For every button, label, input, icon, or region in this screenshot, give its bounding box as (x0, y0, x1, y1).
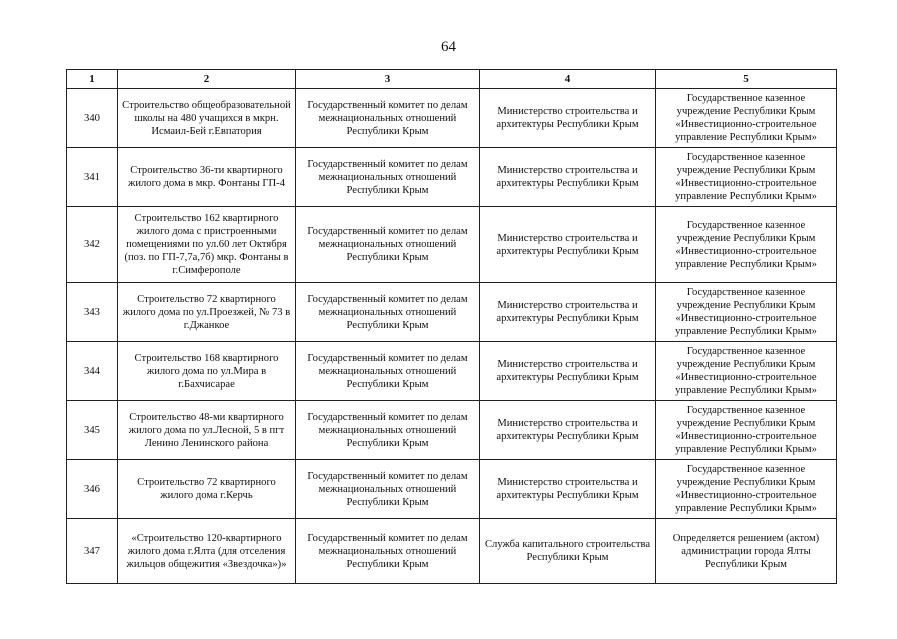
object-cell: Строительство общеобразовательной школы на 480 учащихся в мкрн. Исмаил-Бей г.Евпатория (118, 89, 296, 148)
page-number: 64 (441, 39, 456, 55)
row-number: 347 (67, 519, 118, 584)
customer-cell: Государственный комитет по делам межнациональных отношений Республики Крым (296, 401, 480, 460)
object-cell: Строительство 168 квартирного жилого дома по ул.Мира в г.Бахчисарае (118, 342, 296, 401)
object-cell: Строительство 48-ми квартирного жилого дома по ул.Лесной, 5 в пгт Ленино Ленинского района (118, 401, 296, 460)
table-row (67, 283, 837, 342)
ministry-cell: Министерство строительства и архитектуры Республики Крым (480, 89, 656, 148)
executor-cell: Государственное казенное учреждение Республики Крым «Инвестиционно-строительное управление Республики Крым» (656, 89, 837, 148)
column-header-2: 2 (118, 70, 296, 89)
table-row (67, 207, 837, 283)
header-row (67, 70, 837, 89)
table-row (67, 89, 837, 148)
ministry-cell: Министерство строительства и архитектуры Республики Крым (480, 342, 656, 401)
object-cell: Строительство 36-ти квартирного жилого дома в мкр. Фонтаны ГП-4 (118, 148, 296, 207)
customer-cell: Государственный комитет по делам межнациональных отношений Республики Крым (296, 207, 480, 283)
customer-cell: Государственный комитет по делам межнациональных отношений Республики Крым (296, 519, 480, 584)
table-row (67, 148, 837, 207)
row-number: 346 (67, 460, 118, 519)
table-row (67, 519, 837, 584)
row-number: 342 (67, 207, 118, 283)
ministry-cell: Министерство строительства и архитектуры Республики Крым (480, 283, 656, 342)
row-number: 340 (67, 89, 118, 148)
ministry-cell: Служба капитального строительства Республики Крым (480, 519, 656, 584)
ministry-cell: Министерство строительства и архитектуры Республики Крым (480, 207, 656, 283)
row-number: 345 (67, 401, 118, 460)
customer-cell: Государственный комитет по делам межнациональных отношений Республики Крым (296, 148, 480, 207)
column-header-3: 3 (296, 70, 480, 89)
executor-cell: Государственное казенное учреждение Республики Крым «Инвестиционно-строительное управление Республики Крым» (656, 342, 837, 401)
table-row (67, 401, 837, 460)
column-header-5: 5 (656, 70, 837, 89)
object-cell: «Строительство 120-квартирного жилого дома г.Ялта (для отселения жильцов общежития «Звездочка»)» (118, 519, 296, 584)
row-number: 341 (67, 148, 118, 207)
ministry-cell: Министерство строительства и архитектуры Республики Крым (480, 401, 656, 460)
objects-table (66, 69, 837, 584)
object-cell: Строительство 72 квартирного жилого дома г.Керчь (118, 460, 296, 519)
executor-cell: Государственное казенное учреждение Республики Крым «Инвестиционно-строительное управление Республики Крым» (656, 283, 837, 342)
executor-cell: Государственное казенное учреждение Республики Крым «Инвестиционно-строительное управление Республики Крым» (656, 460, 837, 519)
ministry-cell: Министерство строительства и архитектуры Республики Крым (480, 460, 656, 519)
object-cell: Строительство 72 квартирного жилого дома по ул.Проезжей, № 73 в г.Джанкое (118, 283, 296, 342)
executor-cell: Определяется решением (актом) администрации города Ялты Республики Крым (656, 519, 837, 584)
ministry-cell: Министерство строительства и архитектуры Республики Крым (480, 148, 656, 207)
customer-cell: Государственный комитет по делам межнациональных отношений Республики Крым (296, 283, 480, 342)
table-row (67, 342, 837, 401)
executor-cell: Государственное казенное учреждение Республики Крым «Инвестиционно-строительное управление Республики Крым» (656, 207, 837, 283)
object-cell: Строительство 162 квартирного жилого дома с пристроенными помещениями по ул.60 лет Октября (поз. по ГП-7,7а,7б) мкр. Фонтаны в г.Симферополе (118, 207, 296, 283)
column-header-1: 1 (67, 70, 118, 89)
customer-cell: Государственный комитет по делам межнациональных отношений Республики Крым (296, 460, 480, 519)
row-number: 343 (67, 283, 118, 342)
table-row (67, 460, 837, 519)
column-header-4: 4 (480, 70, 656, 89)
executor-cell: Государственное казенное учреждение Республики Крым «Инвестиционно-строительное управление Республики Крым» (656, 148, 837, 207)
customer-cell: Государственный комитет по делам межнациональных отношений Республики Крым (296, 89, 480, 148)
executor-cell: Государственное казенное учреждение Республики Крым «Инвестиционно-строительное управление Республики Крым» (656, 401, 837, 460)
row-number: 344 (67, 342, 118, 401)
customer-cell: Государственный комитет по делам межнациональных отношений Республики Крым (296, 342, 480, 401)
